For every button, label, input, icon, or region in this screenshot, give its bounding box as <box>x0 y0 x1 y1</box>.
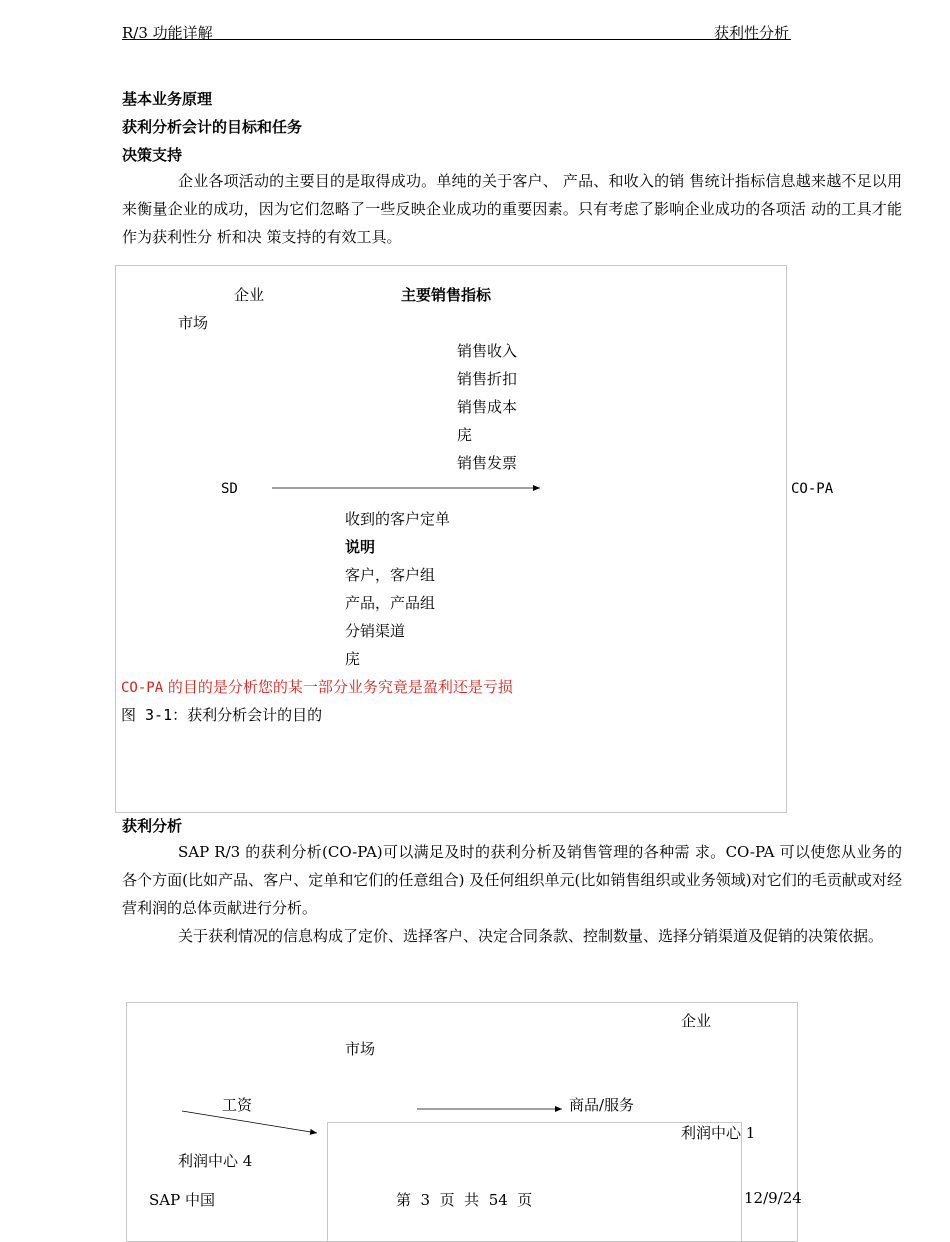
fig1-indicator: 销售收入 <box>457 342 518 360</box>
footer-page-number: 第 3 页 共 54 页 <box>396 1191 533 1209</box>
fig1-main-indicators: 主要销售指标 <box>401 286 492 304</box>
fig2-goods: 商品/服务 <box>569 1096 635 1114</box>
fig1-received-orders: 收到的客户定单 <box>345 510 451 528</box>
section-title: 基本业务原理 <box>122 90 213 108</box>
fig2-profit-center-4: 利润中心 4 <box>178 1152 253 1170</box>
fig1-explain-item: 客户，客户组 <box>345 566 436 584</box>
paragraph-profitability-info: 关于获利情况的信息构成了定价、选择客户、决定合同条款、控制数量、选择分销渠道及促销的决策依据。 <box>178 927 884 945</box>
fig1-copa-label: CO-PA <box>791 481 834 497</box>
fig1-sd-label: SD <box>221 481 238 497</box>
footer-date: 12/9/24 <box>744 1189 802 1207</box>
fig1-red-note-prefix: CO-PA <box>121 680 164 696</box>
fig1-explain-item: 庑 <box>345 650 361 668</box>
fig2-wages-arrow <box>182 1111 317 1133</box>
fig1-enterprise: 企业 <box>234 286 265 304</box>
header-right: 获利性分析 <box>714 24 790 42</box>
fig2-profit-center-1: 利润中心 1 <box>681 1124 756 1142</box>
fig1-explain-item: 产品，产品组 <box>345 594 436 612</box>
header-left: R/3 功能详解 <box>122 24 213 42</box>
fig1-caption: 图 3-1：获利分析会计的目的 <box>121 706 323 724</box>
fig2-enterprise: 企业 <box>681 1012 712 1030</box>
fig1-explain: 说明 <box>345 538 376 556</box>
fig1-market: 市场 <box>178 314 209 332</box>
section-subheading: 决策支持 <box>122 146 183 164</box>
paragraph-copa-intro: SAP R/3 的获利分析(CO-PA)可以满足及时的获利分析及销售管理的各种需 求。CO-PA 可以使您从业务的各个方面(比如产品、客户、定单和它们的任意组合) 及任何组织单元(比如销售组织或业务领域)对它们的毛贡献或对经营利润的总体贡献进行分析。 <box>122 843 902 917</box>
fig1-indicator: 销售发票 <box>457 454 518 472</box>
fig1-indicator: 庑 <box>457 426 473 444</box>
fig1-explain-item: 分销渠道 <box>345 622 406 640</box>
fig2-market: 市场 <box>345 1040 376 1058</box>
footer-left: SAP 中国 <box>149 1191 215 1209</box>
fig2-wages: 工资 <box>222 1096 253 1114</box>
paragraph-decision-support: 企业各项活动的主要目的是取得成功。单纯的关于客户、 产品、和收入的销 售统计指标信息越来越不足以用来衡量企业的成功，因为它们忽略了一些反映企业成功的重要因素。只有考虑了影响企业成功的各项活 动的工具才能作为获利性分 析和决 策支持的有效工具。 <box>122 172 902 246</box>
section-subtitle: 获利分析会计的目标和任务 <box>122 118 303 136</box>
section2-title: 获利分析 <box>122 817 183 835</box>
fig1-indicator: 销售成本 <box>457 398 518 416</box>
fig1-indicator: 销售折扣 <box>457 370 518 388</box>
fig1-red-note-text: 的目的是分析您的某一部分业务究竟是盈利还是亏损 <box>163 678 513 696</box>
